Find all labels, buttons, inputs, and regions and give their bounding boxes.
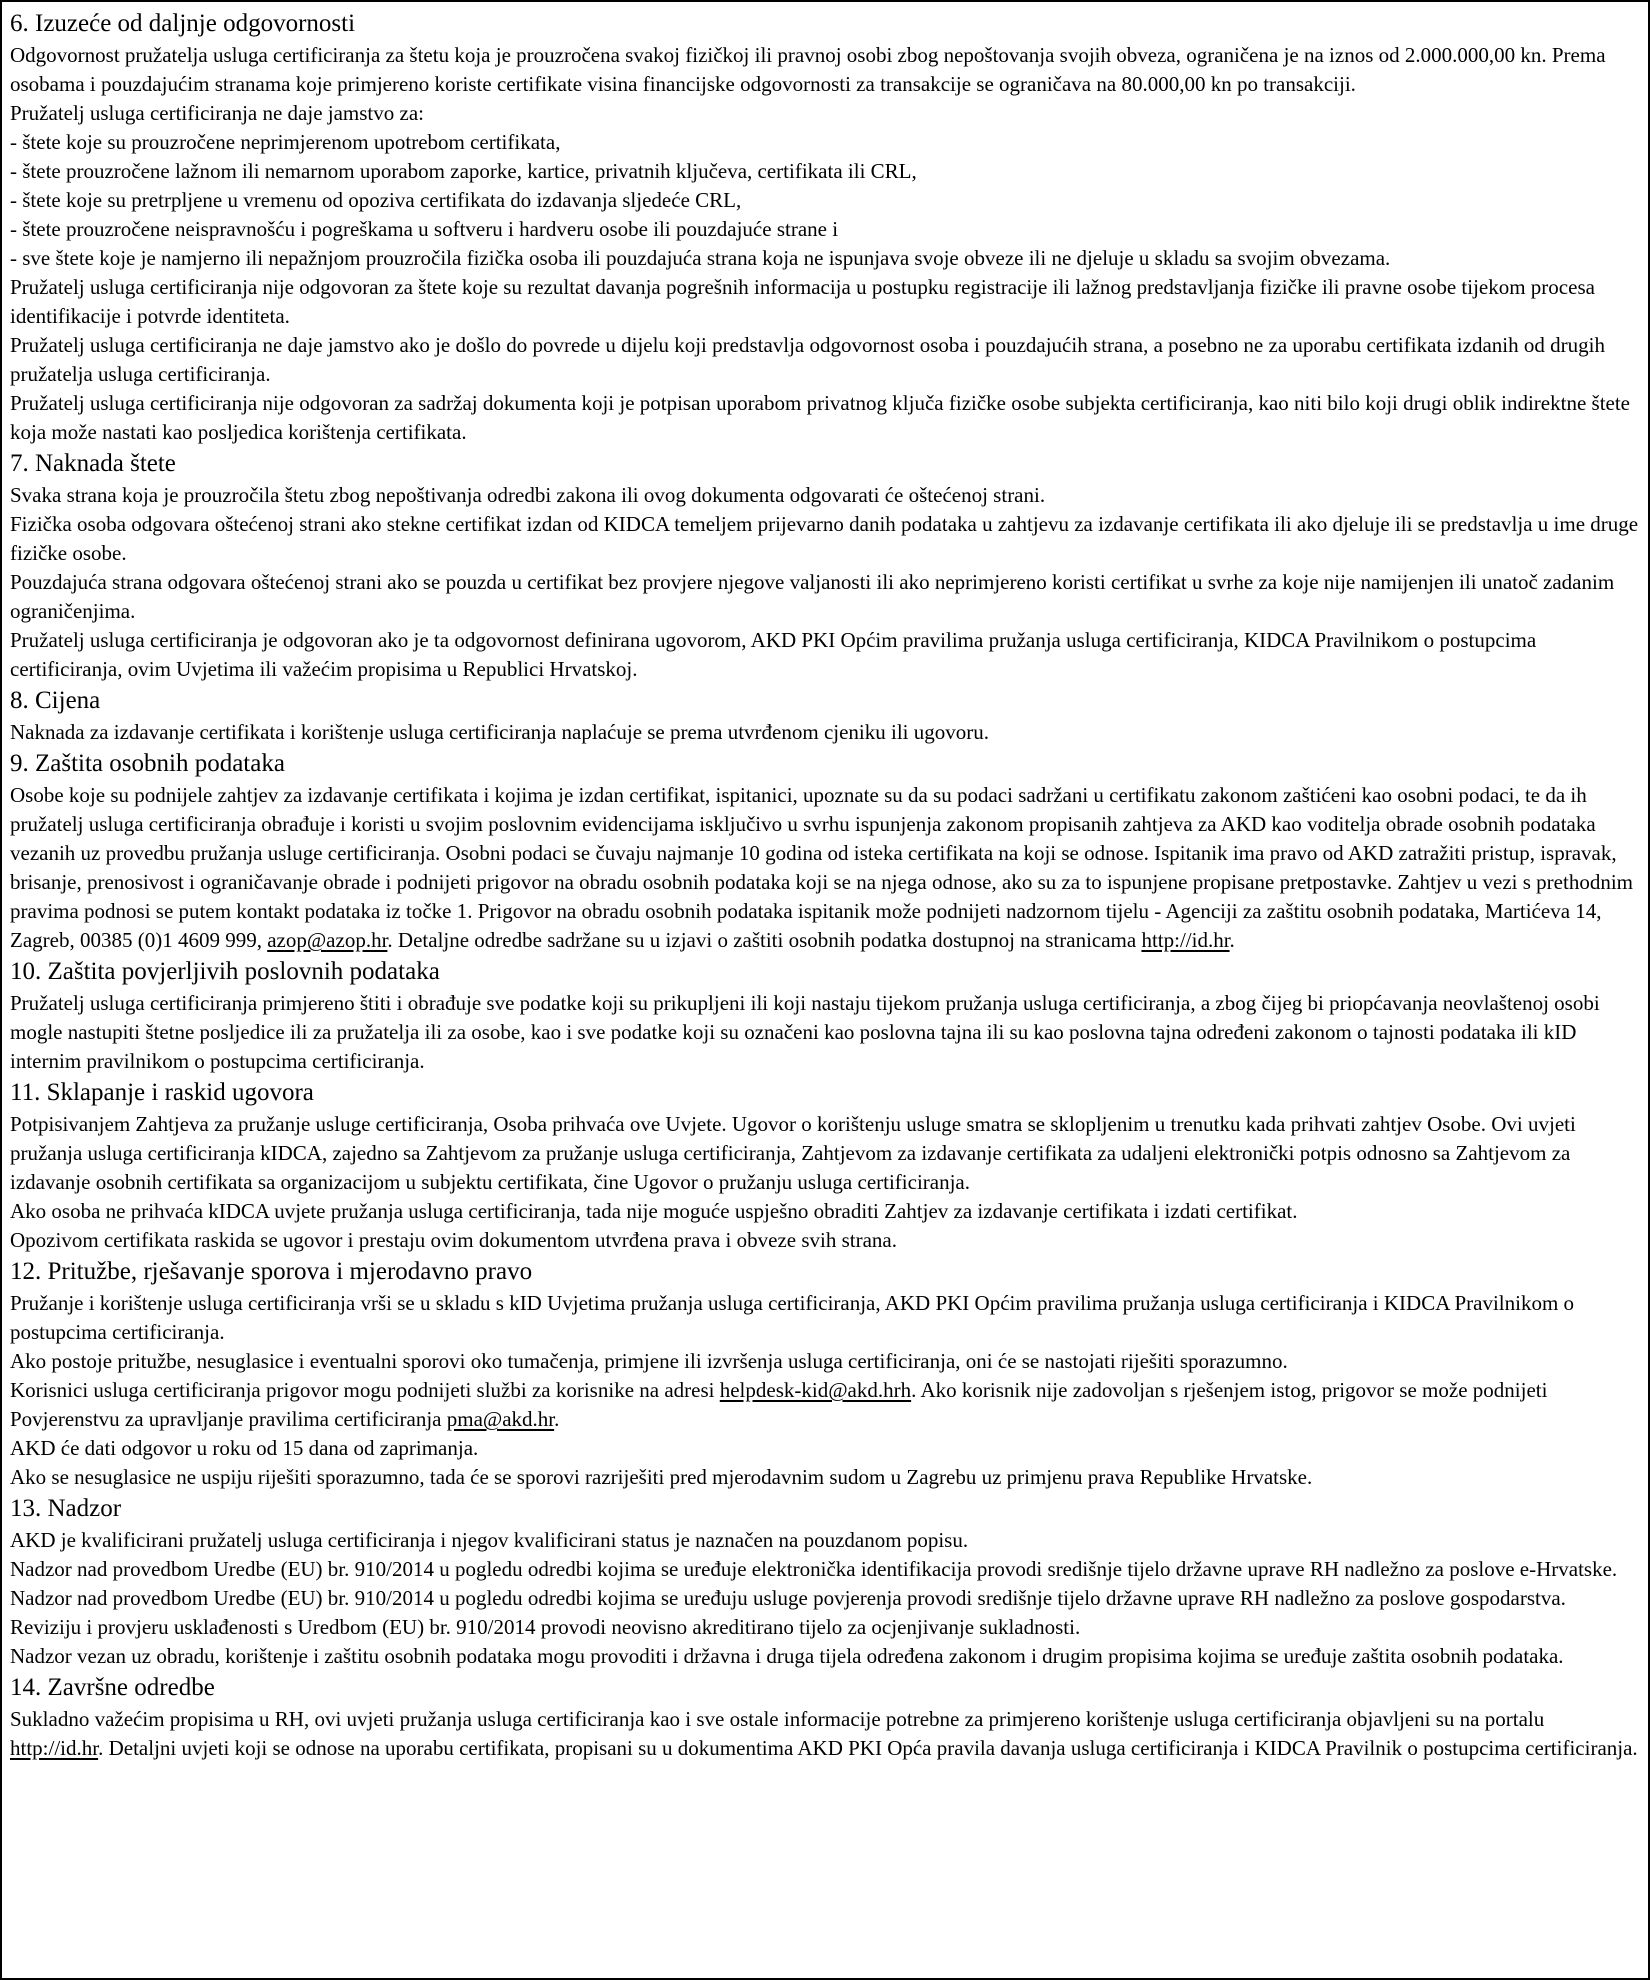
section-14 (10, 1671, 1640, 1763)
paragraph: Pružatelj usluga certificiranja je odgovoran ako je ta odgovornost definirana ugovorom, AKD PKI Općim pravilima pružanja usluga certificiranja, KIDCA Pravilnikom o postupcima certificiranja, ovim Uvjetima ili važećim propisima u Republici Hrvatskoj. (10, 628, 1537, 681)
id-hr-portal-link[interactable]: http://id.hr (10, 1736, 99, 1760)
paragraph: Fizička osoba odgovara oštećenoj strani ako stekne certifikat izdan od KIDCA temeljem prijevarno danih podataka u zahtjevu za izdavanje certifikata ili ako djeluje ili se predstavlja u ime druge fizičke osobe. (10, 512, 1639, 565)
paragraph-text: . (554, 1407, 560, 1431)
paragraph: Pružatelj usluga certificiranja nije odgovoran za sadržaj dokumenta koji je potpisan uporabom privatnog ključa fizičke osobe subjekta certificiranja, kao niti bilo koji drugi oblik indirektne štete koja može nastati kao posljedica korištenja certifikata. (10, 391, 1631, 444)
section-12 (10, 1255, 1640, 1492)
paragraph: Pružatelj usluga certificiranja primjereno štiti i obrađuje sve podatke koji su prikupljeni ili koji nastaju tijekom pružanja usluga certificiranja, a zbog čijeg bi priopćavanja neovlaštenoj osobi mogle nastupiti štetne posljedice ili za pružatelja ili za osobe, kao i sve podatke koji su označeni kao poslovna tajna ili su kao poslovna tajna određeni zakonom o tajnosti podataka ili kID internim pravilnikom o postupcima certificiranja. (10, 991, 1600, 1073)
paragraph: Ako se nesuglasice ne uspiju riješiti sporazumno, tada će se sporovi razriješiti pred mjerodavnim sudom u Zagrebu uz primjenu prava Republike Hrvatske. (10, 1465, 1313, 1489)
damage-list-item: - sve štete koje je namjerno ili nepažnjom prouzročila fizička osoba ili pouzdajuća strana koja ne ispunjava svoje obveze ili ne djeluje u skladu sa svojim obvezama. (10, 246, 1391, 270)
section-14-heading: 14. Završne odredbe (10, 1674, 215, 1701)
paragraph-text: . (1229, 928, 1235, 952)
section-9-heading: 9. Zaštita osobnih podataka (10, 750, 285, 777)
paragraph-text: Osobe koje su podnijele zahtjev za izdavanje certifikata i kojima je izdan certifikat, ispitanici, upoznate su da su podaci sadržani u certifikatu zakonom zaštićeni kao osobni podaci, te da ih pružatelj usluga certificiranja obrađuje i koristi u svojim poslovnim evidencijama isključivo u svrhu ispunjenja zakonom propisanih zahtjeva za AKD kao voditelja obrade osobnih podataka vezanih uz provedbu pružanja usluge certificiranja. Osobni podaci se čuvaju najmanje 10 godina od isteka certifikata na koji se odnose. Ispitanik ima pravo od AKD zatražiti pristup, ispravak, brisanje, prenosivost i ograničavanje obrade i podnijeti prigovor na obradu osobnih podataka koji se na njega odnose, ako su za to ispunjene propisane pretpostavke. Zahtjev u vezi s prethodnim pravima podnosi se putem kontakt podataka iz točke 1. Prigovor na obradu osobnih podataka ispitanik može podnijeti nadzornom tijelu - Agenciji za zaštitu osobnih podataka, Martićeva 14, Zagreb, 00385 (0)1 4609 999, (10, 783, 1633, 952)
damage-list-item: - štete koje su pretrpljene u vremenu od opoziva certifikata do izdavanja sljedeće CRL, (10, 188, 742, 212)
paragraph (10, 1705, 1640, 1763)
paragraph: Svaka strana koja je prouzročila štetu zbog nepoštivanja odredbi zakona ili ovog dokumenta odgovarati će oštećenoj strani. (10, 483, 1046, 507)
paragraph: Nadzor nad provedbom Uredbe (EU) br. 910/2014 u pogledu odredbi kojima se uređuje elektronička identifikacija provodi središnje tijelo državne uprave RH nadležno za poslove e-Hrvatske. Nadzor nad provedbom Uredbe (EU) br. 910/2014 u pogledu odredbi kojima se uređuju usluge povjerenja provodi središnje tijelo državne uprave RH nadležno za poslove gospodarstva. Reviziju i provjeru usklađenosti s Uredbom (EU) br. 910/2014 provodi neovisno akreditirano tijelo za ocjenjivanje sukladnosti. (10, 1557, 1618, 1639)
paragraph-text: . Ako korisnik nije zadovoljan s rješenjem istog, prigovor se može podnijeti Povjerenstvu za upravljanje pravilima certificiranja (10, 1378, 1548, 1431)
section-12-heading: 12. Pritužbe, rješavanje sporova i mjerodavno pravo (10, 1258, 533, 1285)
paragraph: Ako osoba ne prihvaća kIDCA uvjete pružanja usluga certificiranja, tada nije moguće uspješno obraditi Zahtjev za izdavanje certifikata i izdati certifikat. (10, 1199, 1298, 1223)
damage-list-item: - štete prouzročene lažnom ili nemarnom uporabom zaporke, kartice, privatnih ključeva, certifikata ili CRL, (10, 159, 917, 183)
paragraph: Potpisivanjem Zahtjeva za pružanje usluge certificiranja, Osoba prihvaća ove Uvjete. Ugovor o korištenju usluge smatra se sklopljenim u trenutku kada prihvati zahtjev Osobe. Ovi uvjeti pružanja usluga certificiranja kIDCA, zajedno sa Zahtjevom za pružanje usluga certificiranja, Zahtjevom za izdavanje certifikata za udaljeni elektronički potpis odnosno sa Zahtjevom za izdavanje osobnih certifikata sa organizacijom u subjektu certifikata, čine Ugovor o pružanju usluga certificiranja. (10, 1112, 1576, 1194)
pma-email-link[interactable]: pma@akd.hr (446, 1407, 555, 1431)
section-7-heading: 7. Naknada štete (10, 450, 176, 477)
id-hr-link[interactable]: http://id.hr (1141, 928, 1230, 952)
paragraph-text: . Detaljni uvjeti koji se odnose na uporabu certifikata, propisani su u dokumentima AKD PKI Opća pravila davanja usluga certificiranja i KIDCA Pravilnik o postupcima certificiranja. (98, 1736, 1638, 1760)
paragraph: Odgovornost pružatelja usluga certificiranja za štetu koja je prouzročena svakoj fizičkoj ili pravnoj osobi zbog nepoštovanja svojih obveza, ograničena je na iznos od 2.000.000,00 kn. Prema osobama i pouzdajućim stranama koje primjereno koriste certifikate visina financijske odgovornosti za transakcije se ograničava na 80.000,00 kn po transakciji. (10, 43, 1606, 96)
section-10 (10, 955, 1640, 1076)
section-8-heading: 8. Cijena (10, 687, 101, 714)
paragraph (10, 781, 1640, 955)
paragraph: AKD je kvalificirani pružatelj usluga certificiranja i njegov kvalificirani status je naznačen na pouzdanom popisu. (10, 1528, 969, 1552)
damage-list-item: - štete koje su prouzročene neprimjerenom upotrebom certifikata, (10, 130, 561, 154)
paragraph: Nadzor vezan uz obradu, korištenje i zaštitu osobnih podataka mogu provoditi i državna i druga tijela određena zakonom i drugim propisima kojima se uređuje zaštita osobnih podataka. (10, 1644, 1564, 1668)
section-6-heading: 6. Izuzeće od daljnje odgovornosti (10, 10, 356, 37)
paragraph: Pružatelj usluga certificiranja ne daje jamstvo ako je došlo do povrede u dijelu koji predstavlja odgovornost osoba i pouzdajućih strana, a posebno ne za uporabu certifikata izdanih od drugih pružatelja usluga certificiranja. (10, 333, 1605, 386)
section-10-heading: 10. Zaštita povjerljivih poslovnih podataka (10, 958, 440, 985)
section-13 (10, 1492, 1640, 1671)
paragraph: Naknada za izdavanje certifikata i korištenje usluga certificiranja naplaćuje se prema utvrđenom cjeniku ili ugovoru. (10, 720, 990, 744)
paragraph: Ako postoje pritužbe, nesuglasice i eventualni sporovi oko tumačenja, primjene ili izvršenja usluga certificiranja, oni će se nastojati riješiti sporazumno. (10, 1349, 1288, 1373)
azop-email-link[interactable]: azop@azop.hr (267, 928, 388, 952)
damage-list-item: - štete prouzročene neispravnošću i pogreškama u softveru i hardveru osobe ili pouzdajuće strane i (10, 217, 839, 241)
section-13-heading: 13. Nadzor (10, 1495, 122, 1522)
section-9 (10, 747, 1640, 955)
paragraph-text: Korisnici usluga certificiranja prigovor mogu podnijeti službi za korisnike na adresi (10, 1378, 720, 1402)
paragraph-text: Sukladno važećim propisima u RH, ovi uvjeti pružanja usluga certificiranja kao i sve ostale informacije potrebne za primjereno korištenje usluga certificiranja objavljeni su na portalu (10, 1707, 1545, 1731)
paragraph: Pouzdajuća strana odgovara oštećenoj strani ako se pouzda u certifikat bez provjere njegove valjanosti ili ako neprimjereno koristi certifikat u svrhe za koje nije namijenjen ili unatoč zadanim ograničenjima. (10, 570, 1615, 623)
paragraph: Pružatelj usluga certificiranja ne daje jamstvo za: (10, 101, 424, 125)
section-8 (10, 684, 1640, 747)
paragraph: Pružatelj usluga certificiranja nije odgovoran za štete koje su rezultat davanja pogrešnih informacija u postupku registracije ili lažnog predstavljanja fizičke ili pravne osobe tijekom procesa identifikacije i potvrde identiteta. (10, 275, 1595, 328)
helpdesk-email-link[interactable]: helpdesk-kid@akd.hrh (719, 1378, 912, 1402)
paragraph: AKD će dati odgovor u roku od 15 dana od zaprimanja. (10, 1436, 479, 1460)
paragraph-text: . Detaljne odredbe sadržane su u izjavi o zaštiti osobnih podatka dostupnoj na stranicama (387, 928, 1142, 952)
section-11-heading: 11. Sklapanje i raskid ugovora (10, 1079, 314, 1106)
paragraph: Opozivom certifikata raskida se ugovor i prestaju ovim dokumentom utvrđena prava i obveze svih strana. (10, 1228, 897, 1252)
paragraph (10, 1376, 1640, 1434)
section-7 (10, 447, 1640, 684)
section-6 (10, 7, 1640, 447)
section-11 (10, 1076, 1640, 1255)
paragraph: Pružanje i korištenje usluga certificiranja vrši se u skladu s kID Uvjetima pružanja usluga certificiranja, AKD PKI Općim pravilima pružanja usluga certificiranja i KIDCA Pravilnikom o postupcima certificiranja. (10, 1291, 1575, 1344)
